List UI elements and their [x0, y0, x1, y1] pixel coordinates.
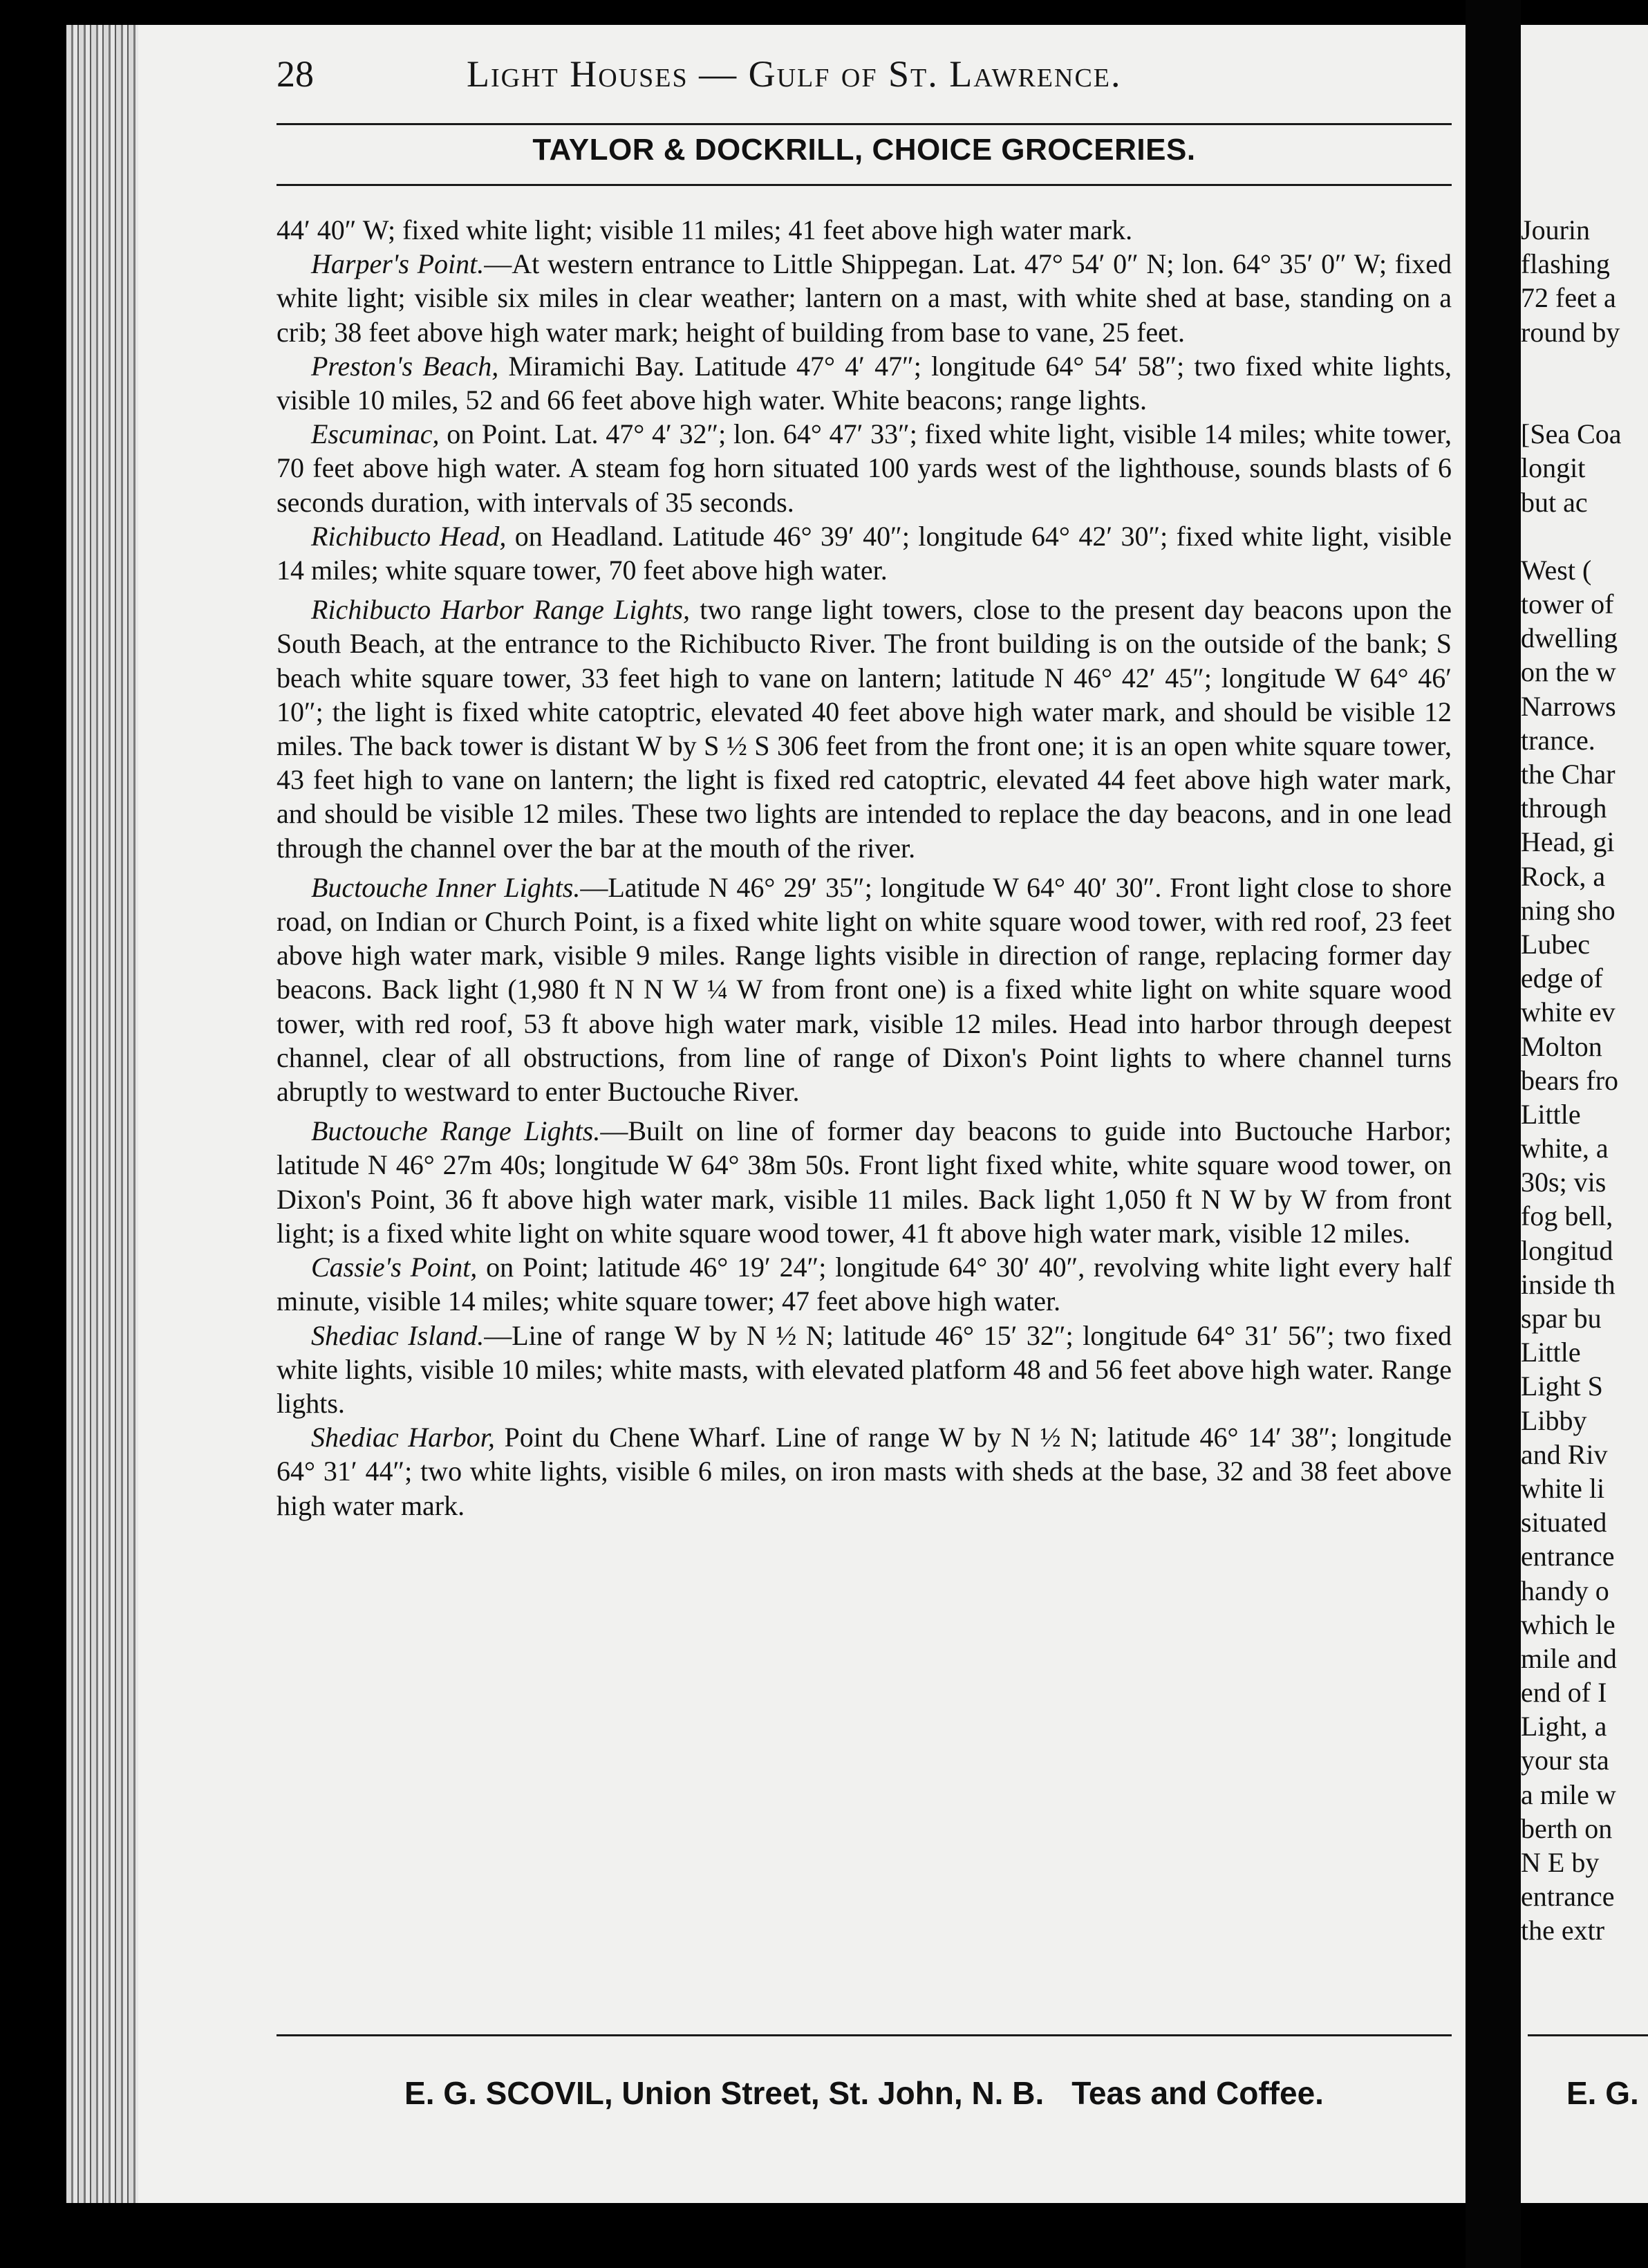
next-page-line: Libby — [1521, 1404, 1587, 1436]
next-page-line: fog bell, — [1521, 1200, 1613, 1232]
next-page-text — [1521, 213, 1648, 1948]
next-page-line: mile and — [1521, 1642, 1617, 1674]
entry-text: Miramichi Bay. Latitude 47° 4′ 47″; longitude 64° 54′ 58″; two fixed white lights, visible 10 miles, 52 and 66 feet above high water. White beacons; range lights. — [277, 350, 1452, 416]
next-page-line: situated — [1521, 1507, 1607, 1539]
entry-place: Richibucto Head, — [311, 520, 507, 552]
next-page-line: [Sea Coa — [1521, 418, 1622, 450]
entry-text: —Line of range W by N ½ N; latitude 46° 15′ 32″; longitude 64° 31′ 56″; two fixed white lights, visible 10 miles; white masts, with elevated platform 48 and 56 feet above high water. Range lights. — [277, 1319, 1452, 1419]
entry-shediac-island — [277, 1319, 1452, 1421]
next-page-line: dwelling — [1521, 622, 1618, 654]
entry-place: Harper's Point. — [311, 248, 485, 280]
next-page-line — [1521, 519, 1648, 553]
next-page-line: Little — [1521, 1098, 1581, 1130]
entry-escuminac — [277, 417, 1452, 519]
next-page-line: 72 feet a — [1521, 282, 1616, 314]
next-page-line: but ac — [1521, 486, 1588, 518]
page-gutter — [1466, 0, 1521, 2268]
entry-text: two range light towers, close to the present day beacons upon the South Beach, at the entrance to the Richibucto River. The front building is on the outside of the bank; S beach white square tower, 33 feet high to vane on lantern; latitude N 46° 42′ 45″; longitude W 64° 46′ 10″; the light is fixed white catoptric, elevated 40 feet above high water mark, and should be visible 12 miles. The back tower is distant W by S ½ S 306 feet from the front one; it is an open white square tower, 43 feet high to vane on lantern; the light is fixed red catoptric, elevated 44 feet above high water mark, and should be visible 12 miles. These two lights are intended to replace the day beacons, and in one lead through the channel over the bar at the mouth of the river. — [277, 594, 1452, 864]
entry-cassies-point — [277, 1250, 1452, 1318]
entry-harpers-point — [277, 247, 1452, 349]
running-head — [277, 53, 1452, 101]
next-page-line: trance. — [1521, 724, 1595, 756]
entry-place: Shediac Island. — [311, 1319, 485, 1351]
next-page-line: which le — [1521, 1608, 1616, 1640]
entry-prestons-beach — [277, 349, 1452, 417]
next-page-line: Molton — [1521, 1030, 1602, 1062]
entry-text: —At western entrance to Little Shippegan. Lat. 47° 54′ 0″ N; lon. 64° 35′ 0″ W; fixed white light; visible six miles in clear weather; lantern on a mast, with white shed at base, standing on a crib; 38 feet above high water mark; height of building from base to vane, 25 feet. — [277, 248, 1452, 348]
top-advertisement: TAYLOR & DOCKRILL, CHOICE GROCERIES. — [532, 133, 1196, 167]
entry-text: —Latitude N 46° 29′ 35″; longitude W 64° 40′ 30″. Front light close to shore road, on Indian or Church Point, is a fixed white light on white square wood tower, with red roof, 23 feet above high water mark, visible 9 miles. Range lights visible in direction of range, replacing former day beacons. Back light (1,980 ft N N W ¼ W from front one) is a fixed white light on white square wood tower, with red roof, 53 ft above high water mark, visible 12 miles. Head into harbor through deepest channel, clear of all obstructions, from line of range of Dixon's Point lights to where channel turns abruptly to westward to enter Buctouche River. — [277, 871, 1452, 1108]
next-page-footer-rule — [1528, 2034, 1648, 2036]
next-page-line: handy o — [1521, 1574, 1609, 1606]
footer-rule — [277, 2034, 1452, 2036]
next-page-line: 30s; vis — [1521, 1166, 1607, 1198]
next-page-line: longitud — [1521, 1234, 1613, 1266]
book-binding-edge — [66, 25, 144, 2203]
next-page-line: Little — [1521, 1337, 1581, 1368]
next-page-line: Head, gi — [1521, 826, 1615, 858]
entry-place: Escuminac, — [311, 418, 440, 450]
bottom-advertisement-left: E. G. SCOVIL, Union Street, St. John, N. B. — [404, 2075, 1045, 2111]
entry-text: on Point. Lat. 47° 4′ 32″; lon. 64° 47′ 33″; fixed white light, visible 14 miles; white tower, 70 feet above high water. A steam fog horn situated 100 yards west of the lighthouse, sounds blasts of 6 seconds duration, with intervals of 35 seconds. — [277, 418, 1452, 518]
next-page-line: N E by — [1521, 1847, 1600, 1878]
bottom-advertisement — [277, 2074, 1452, 2112]
next-page-line: longit — [1521, 452, 1586, 484]
entry-place: Shediac Harbor, — [311, 1422, 495, 1453]
page-number: 28 — [277, 53, 314, 95]
next-page-line: entrance — [1521, 1541, 1615, 1572]
next-page-line: bears fro — [1521, 1064, 1619, 1096]
next-page-line — [1521, 383, 1648, 417]
entry-place: Cassie's Point, — [311, 1252, 478, 1283]
entry-place: Buctouche Range Lights. — [311, 1115, 601, 1147]
entry-shediac-harbor — [277, 1420, 1452, 1523]
next-page-line: on the w — [1521, 656, 1616, 688]
entry-text: on Headland. Latitude 46° 39′ 40″; longitude 64° 42′ 30″; fixed white light, visible 14 miles; white square tower, 70 feet above high water. — [277, 520, 1452, 586]
next-page-line: Light S — [1521, 1370, 1603, 1402]
next-page-line: Light, a — [1521, 1711, 1607, 1742]
next-page-line: flashing — [1521, 248, 1610, 280]
next-page-line: and Riv — [1521, 1438, 1608, 1470]
next-page-line — [1521, 349, 1648, 383]
next-page-advertisement: E. G. — [1566, 2075, 1639, 2111]
entry-buctouche-inner — [277, 871, 1452, 1108]
entry-place: Preston's Beach, — [311, 350, 499, 382]
next-page-line: Rock, a — [1521, 860, 1606, 892]
entry-text: —Built on line of former day beacons to guide into Buctouche Harbor; latitude N 46° 27m 40s; longitude W 64° 38m 50s. Front light fixed white, white square wood tower, on Dixon's Point, 36 ft above high water mark, visible 11 miles. Back light 1,050 ft N W by W from front light; is a fixed white light on white square wood tower, 41 ft above high water mark, visible 12 miles. — [277, 1115, 1452, 1249]
next-page-line: Lubec — [1521, 928, 1590, 960]
entry-richibucto-head — [277, 519, 1452, 587]
next-page-line: the extr — [1521, 1915, 1605, 1946]
header-rule — [277, 123, 1452, 125]
page-title: Light Houses — Gulf of St. Lawrence. — [467, 53, 1122, 95]
entry-text: Point du Chene Wharf. Line of range W by N ½ N; latitude 46° 14′ 38″; longitude 64° 31′ 44″; two white lights, visible 6 miles, on iron masts with sheds at the base, 32 and 38 feet above high water mark. — [277, 1422, 1452, 1521]
next-page-line: inside th — [1521, 1268, 1616, 1300]
entry-text: on Point; latitude 46° 19′ 24″; longitude 64° 30′ 40″, revolving white light every half minute, visible 14 miles; white square tower; 47 feet above high water. — [277, 1252, 1452, 1317]
next-page-line: through — [1521, 792, 1607, 824]
next-page-line: the Char — [1521, 759, 1616, 790]
next-page-line: your sta — [1521, 1745, 1609, 1776]
entry-buctouche-range — [277, 1114, 1452, 1250]
advertisement-rule-top — [277, 184, 1452, 186]
next-page-line: white li — [1521, 1472, 1605, 1504]
light-house-entries — [277, 213, 1452, 1523]
next-page-line: white ev — [1521, 996, 1616, 1028]
next-page-line: tower of — [1521, 588, 1614, 620]
entry-place: Buctouche Inner Lights. — [311, 871, 581, 903]
entry-continuation — [277, 213, 1452, 247]
next-page-line: Jourin — [1521, 214, 1590, 245]
next-page-line: a mile w — [1521, 1778, 1616, 1810]
next-page-line: spar bu — [1521, 1303, 1602, 1334]
next-page-line: berth on — [1521, 1812, 1613, 1844]
entry-text: 44′ 40″ W; fixed white light; visible 11 miles; 41 feet above high water mark. — [277, 214, 1133, 245]
entry-place: Richibucto Harbor Range Lights, — [311, 594, 691, 626]
next-page-line: West ( — [1521, 554, 1592, 586]
next-page-line: round by — [1521, 316, 1620, 348]
next-page-line: Narrows — [1521, 690, 1616, 722]
next-page-line: end of I — [1521, 1677, 1607, 1709]
next-page-line: edge of — [1521, 963, 1603, 994]
entry-richibucto-harbor — [277, 593, 1452, 865]
next-page-line: entrance — [1521, 1881, 1615, 1913]
next-page-line: ning sho — [1521, 894, 1616, 926]
bottom-advertisement-right: Teas and Coffee. — [1071, 2075, 1324, 2111]
next-page-line: white, a — [1521, 1133, 1609, 1164]
